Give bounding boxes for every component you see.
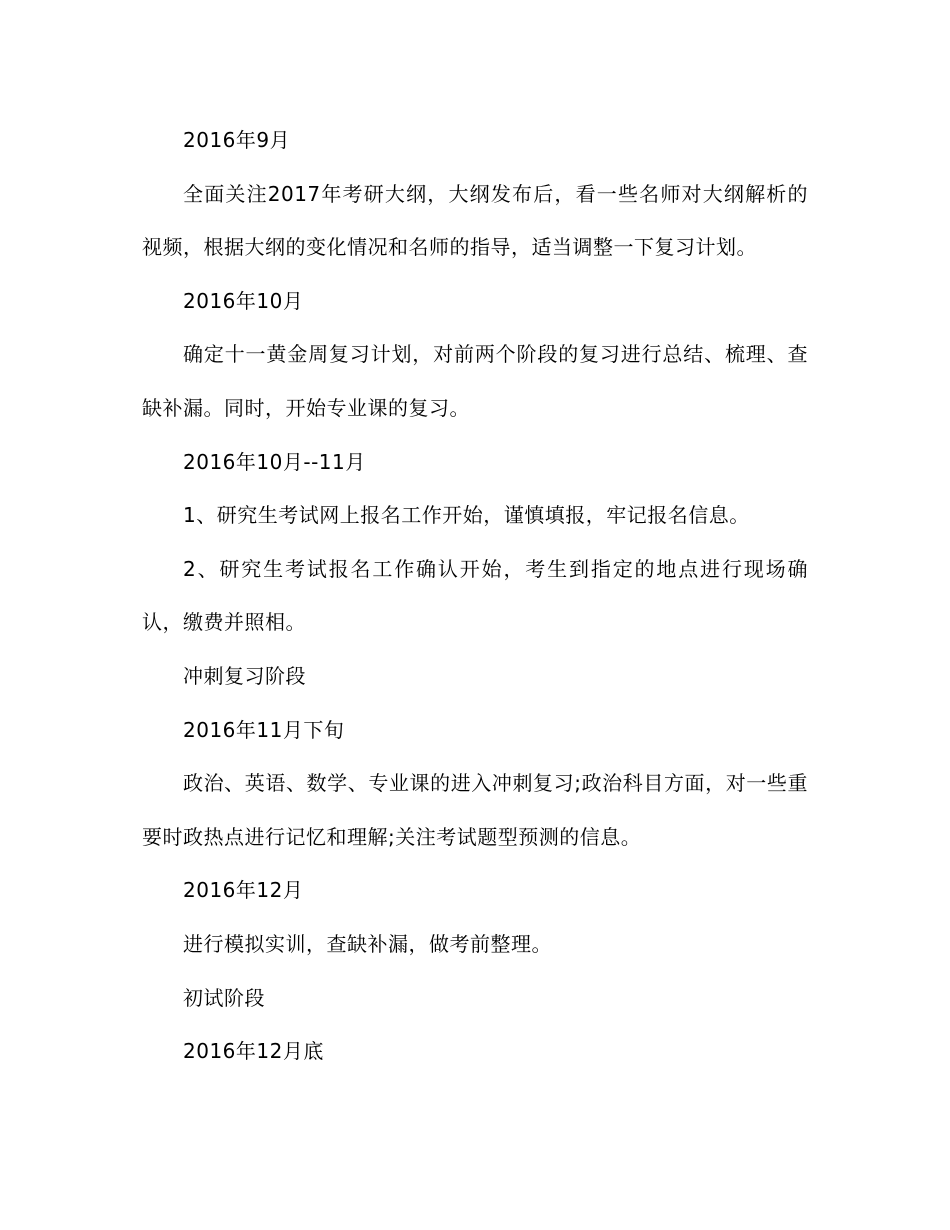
paragraph-golden-week: 确定十一黄金周复习计划，对前两个阶段的复习进行总结、梳理、查缺补漏。同时，开始专业课的复习。 xyxy=(142,342,808,420)
date-heading-oct: 2016年10月 xyxy=(183,288,304,313)
date-heading-sep: 2016年9月 xyxy=(183,128,291,152)
list-item-registration-confirmation: 2、研究生考试报名工作确认开始，考生到指定的地点进行现场确认，缴费并照相。 xyxy=(142,556,808,635)
paragraph-syllabus: 全面关注2017年考研大纲，大纲发布后，看一些名师对大纲解析的视频，根据大纲的变化情况和名师的指导，适当调整一下复习计划。 xyxy=(142,181,808,260)
date-heading-dec: 2016年12月 xyxy=(183,878,304,903)
date-heading-end-dec: 2016年12月底 xyxy=(183,1039,324,1064)
document-body xyxy=(142,114,808,1079)
paragraph-sprint-review: 政治、英语、数学、专业课的进入冲刺复习;政治科目方面，对一些重要时政热点进行记忆和理解;关注考试题型预测的信息。 xyxy=(142,771,808,849)
section-heading-preliminary: 初试阶段 xyxy=(183,985,265,1010)
section-heading-sprint: 冲刺复习阶段 xyxy=(183,663,306,688)
paragraph-mock-training: 进行模拟实训，查缺补漏，做考前整理。 xyxy=(183,931,552,956)
date-heading-oct-nov: 2016年10月--11月 xyxy=(183,449,366,474)
list-item-online-registration: 1、研究生考试网上报名工作开始，谨慎填报，牢记报名信息。 xyxy=(183,503,750,528)
date-heading-late-nov: 2016年11月下旬 xyxy=(183,717,345,742)
